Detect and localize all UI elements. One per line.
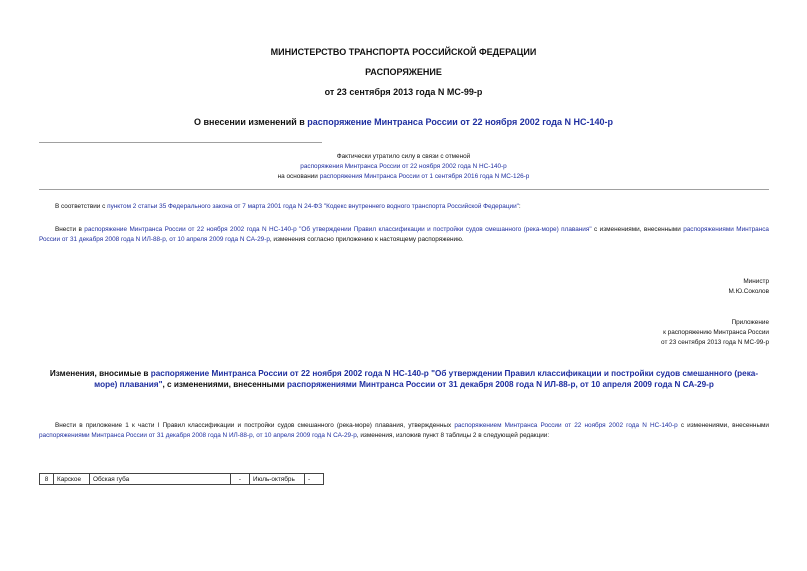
p1-suffix: : [518,203,521,210]
signature-position: Министр [743,278,769,285]
changes-p-suffix: , изменения, изложив пункт 8 таблицы 2 в следующей редакции: [356,431,550,439]
changes-title [46,368,762,390]
appendix-line-3: от 23 сентября 2013 года N МС-99-р [661,339,769,346]
cell-sea: Карское [54,474,90,485]
divider-top [39,142,322,143]
table-2-row-8 [39,473,324,485]
changes-p-mid: с изменениями, внесенными [677,422,770,429]
doc-title [0,116,807,128]
doc-date-number: от 23 сентября 2013 года N МС-99-р [324,87,483,97]
changes-p-prefix: Внести в приложение 1 к части I Правил классификации и постройки судов смешанного (река-море) плавания, утвержденных [55,422,455,429]
cell-dash-1: - [231,474,250,485]
doc-type: РАСПОРЯЖЕНИЕ [365,67,442,77]
doc-title-link[interactable]: распоряжение Минтранса России от 22 ноября 2002 года N НС-140-р [307,117,613,127]
paragraph-2 [39,225,769,244]
status-line-2-link[interactable]: распоряжения Минтранса России от 22 ноября 2002 года N НС-140-р [300,163,507,170]
paragraph-1 [55,202,775,212]
changes-title-prefix: Изменения, вносимые в [49,369,151,378]
status-line-3-prefix: на основании [277,173,320,180]
ministry-name: МИНИСТЕРСТВО ТРАНСПОРТА РОССИЙСКОЙ ФЕДЕРАЦИИ [270,47,537,57]
table-row [40,474,324,485]
signature-name: М.Ю.Соколов [728,288,769,295]
p1-prefix: В соответствии с [55,203,108,210]
cell-dash-2: - [305,474,324,485]
appendix-line-1: Приложение [731,319,769,326]
cell-area: Обская губа [90,474,231,485]
divider-bottom [39,189,769,190]
changes-title-mid: , с изменениями, внесенными [162,380,288,389]
status-line-1: Фактически утратило силу в связи с отменой [336,153,471,160]
p2-suffix: , изменения согласно приложению к настоящему распоряжению. [269,235,464,243]
cell-period: Июль-октябрь [250,474,305,485]
cell-number: 8 [40,474,54,485]
p1-link[interactable]: пунктом 2 статьи 35 Федерального закона от 7 марта 2001 года N 24-ФЗ "Кодекс внутреннего водного транспорта Российской Федерации" [107,203,519,210]
changes-p-link-2[interactable]: распоряжениями Минтранса России от 31 декабря 2008 года N ИЛ-88-р, от 10 апреля 2009 года N СА-29-р [39,431,357,439]
p2-link-1[interactable]: распоряжение Минтранса России от 22 ноября 2002 года N НС-140-р "Об утверждении Правил классификации и постройки судов смешанного (река-море) плавания" [84,226,592,233]
appendix-line-2: к распоряжению Минтранса России [663,329,769,336]
p2-prefix: Внести в [55,226,85,233]
changes-title-link-1[interactable]: распоряжение Минтранса России от 22 ноября 2002 года N НС-140-р "Об утверждении Правил классификации и постройки судов смешанного (река-море) плавания" [94,369,759,389]
status-line-3 [0,172,807,182]
doc-title-prefix: О внесении изменений в [194,117,308,127]
p2-mid: с изменениями, внесенными [591,226,684,233]
changes-title-link-2[interactable]: распоряжениями Минтранса России от 31 декабря 2008 года N ИЛ-88-р, от 10 апреля 2009 года N СА-29-р [287,380,714,389]
changes-paragraph [39,421,769,440]
p2-link-2[interactable]: распоряжениями Минтранса России от 31 декабря 2008 года N ИЛ-88-р, от 10 апреля 2009 года N СА-29-р [39,226,769,243]
status-line-3-link[interactable]: распоряжения Минтранса России от 1 сентября 2016 года N МС-126-р [319,173,530,180]
changes-p-link-1[interactable]: распоряжением Минтранса России от 22 ноября 2002 года N НС-140-р [454,422,678,429]
